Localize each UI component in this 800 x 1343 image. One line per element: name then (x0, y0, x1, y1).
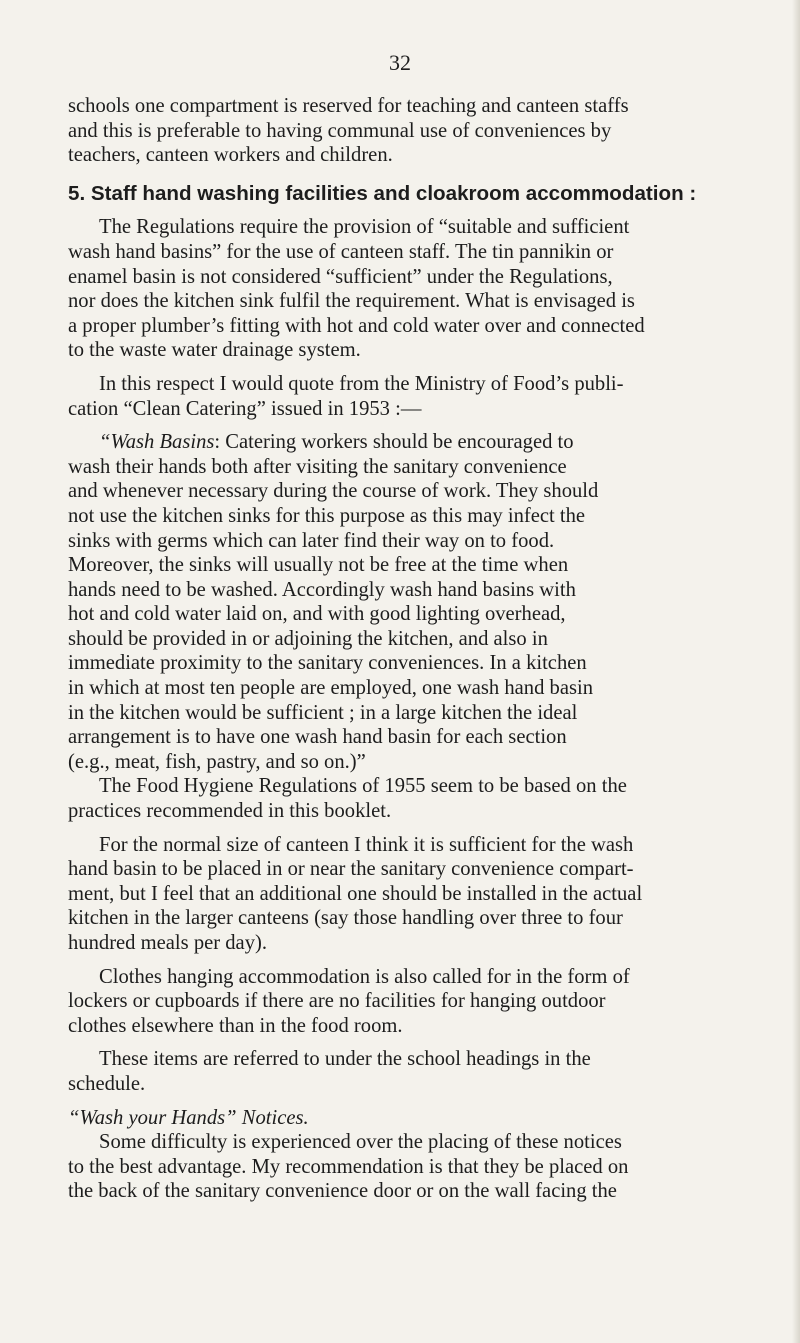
text-line: schools one compartment is reserved for teaching and canteen staffs (68, 95, 629, 117)
page-edge-shadow (792, 0, 800, 1343)
text-line: The Food Hygiene Regulations of 1955 seem to be based on the (99, 775, 627, 798)
quote-first-line (68, 430, 754, 455)
text-line: teachers, canteen workers and children. (68, 144, 393, 167)
text-line: the back of the sanitary convenience door or on the wall facing the (68, 1180, 617, 1203)
quote-lead: “Wash Basins (99, 431, 215, 454)
quote-line: (e.g., meat, fish, pastry, and so on.)” (68, 750, 366, 773)
notices-heading: “Wash your Hands” Notices. (68, 1106, 309, 1129)
quote-line: hands need to be washed. Accordingly wash hand basins with (68, 578, 576, 601)
text-line: and this is preferable to having communal use of conveniences by (68, 119, 612, 142)
quote-line: hot and cold water laid on, and with good lighting overhead, (68, 603, 566, 626)
quote-line: not use the kitchen sinks for this purpose as this may infect the (68, 504, 586, 527)
text-line: to the waste water drainage system. (68, 339, 361, 362)
text-line: a proper plumber’s fitting with hot and cold water over and connected (68, 314, 645, 337)
text-line: Some difficulty is experienced over the placing of these notices (99, 1131, 622, 1154)
text-line: lockers or cupboards if there are no facilities for hanging outdoor (68, 990, 606, 1013)
text-line: hundred meals per day). (68, 932, 267, 954)
quote-line: should be provided in or adjoining the kitchen, and also in (68, 627, 548, 650)
text-line: In this respect I would quote from the Ministry of Food’s publi- (99, 372, 624, 395)
quote-line: sinks with germs which can later find their way on to food. (68, 529, 555, 552)
page-content (68, 94, 754, 1204)
quote-line: arrangement is to have one wash hand basin for each section (68, 726, 567, 749)
text-line: cation “Clean Catering” issued in 1953 :— (68, 397, 422, 420)
quote-line: in the kitchen would be sufficient ; in a large kitchen the ideal (68, 701, 578, 724)
quote-line: immediate proximity to the sanitary conveniences. In a kitchen (68, 652, 587, 675)
text-line: The Regulations require the provision of “suitable and sufficient (99, 216, 630, 239)
text-line: Clothes hanging accommodation is also called for in the form of (99, 965, 630, 988)
text-line: practices recommended in this booklet. (68, 800, 392, 823)
text-line: schedule. (68, 1072, 146, 1095)
text-line: clothes elsewhere than in the food room. (68, 1014, 403, 1037)
quote-line: in which at most ten people are employed, one wash hand basin (68, 677, 593, 700)
quote-line: Moreover, the sinks will usually not be free at the time when (68, 554, 569, 577)
text-line: enamel basin is not considered “sufficient” under the Regulations, (68, 265, 613, 288)
text-line: For the normal size of canteen I think it is sufficient for the wash (99, 833, 634, 856)
quote-line: and whenever necessary during the course of work. They should (68, 480, 599, 503)
quote-first-rest: : Catering workers should be encouraged to (214, 431, 574, 454)
section-heading: 5. Staff hand washing facilities and cloakroom accommodation : (68, 181, 697, 205)
quote-line: wash their hands both after visiting the sanitary convenience (68, 455, 567, 478)
text-line: kitchen in the larger canteens (say those handling over three to four (68, 907, 623, 930)
text-line: nor does the kitchen sink fulfil the requirement. What is envisaged is (68, 290, 635, 313)
text-line: wash hand basins” for the use of canteen staff. The tin pannikin or (68, 240, 614, 263)
text-line: to the best advantage. My recommendation is that they be placed on (68, 1155, 629, 1178)
text-line: These items are referred to under the school headings in the (99, 1048, 591, 1071)
text-line: hand basin to be placed in or near the sanitary convenience compart- (68, 858, 634, 881)
page-number: 32 (389, 50, 411, 75)
text-line: ment, but I feel that an additional one should be installed in the actual (68, 882, 643, 905)
